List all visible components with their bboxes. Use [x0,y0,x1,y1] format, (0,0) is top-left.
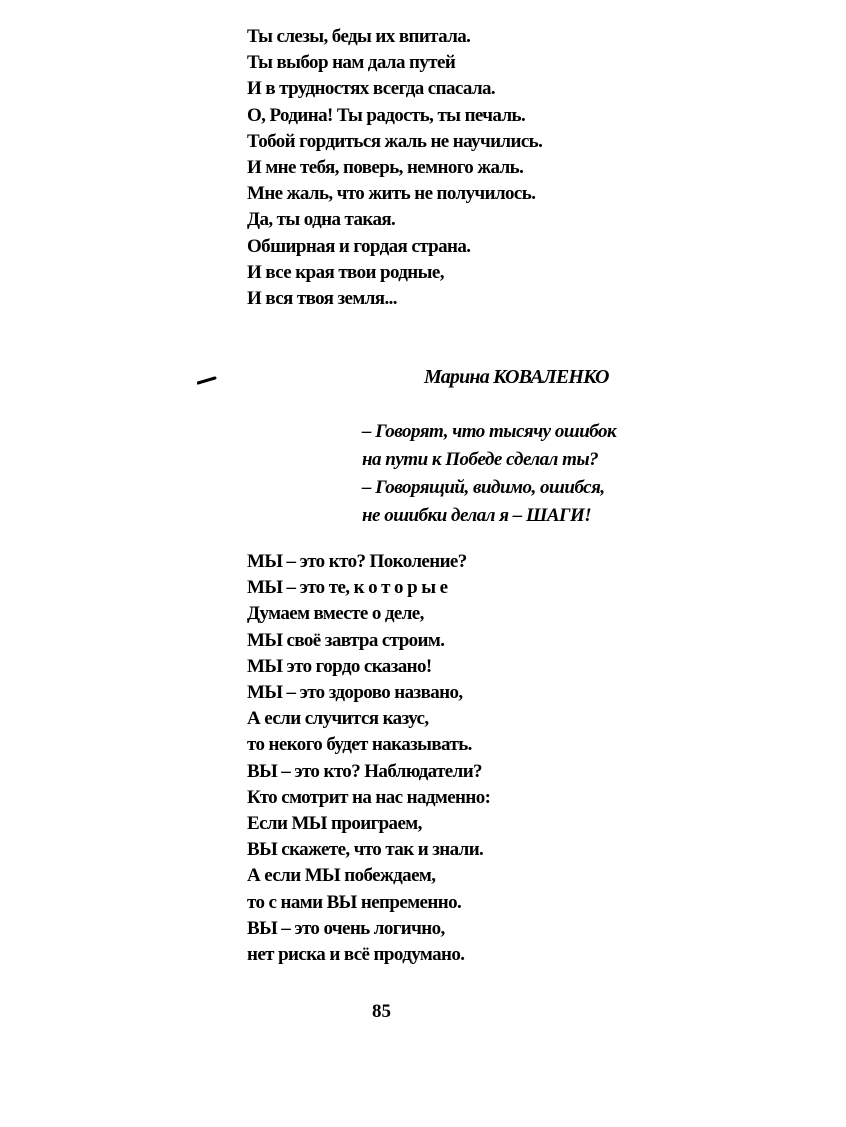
poem-line: МЫ своё завтра строим. [247,629,445,651]
poem-line: Мне жаль, что жить не получилось. [247,183,536,205]
poem-line: Да, ты одна такая. [247,209,396,231]
poem-line: то с нами ВЫ непременно. [247,891,462,913]
poem-line: И мне тебя, поверь, немного жаль. [247,157,524,179]
poem-bottom-stanza [247,549,490,968]
epigraph-line: на пути к Победе сделал ты? [362,449,599,470]
poem-line: МЫ это гордо сказано! [247,655,432,677]
poem-line: И в трудностях всегда спасала. [247,78,496,100]
poem-line: МЫ – это здорово названо, [247,682,463,704]
poem-line: МЫ – это те, к о т о р ы е [247,577,448,599]
poem-line: И вся твоя земля... [247,288,397,310]
poem-line: Ты слезы, беды их впитала. [247,26,471,47]
poem-line: МЫ – это кто? Поколение? [247,551,467,572]
poem-line: то некого будет наказывать. [247,734,472,756]
poem-line: А если МЫ побеждаем, [247,865,436,887]
poem-line: Если МЫ проиграем, [247,813,422,835]
epigraph-line: не ошибки делал я – ШАГИ! [362,505,592,526]
epigraph-line: – Говорят, что тысячу ошибок [362,421,617,442]
poem-line: нет риска и всё продумано. [247,944,465,966]
poem-line: И все края твои родные, [247,261,444,283]
poem-line: Обширная и гордая страна. [247,235,471,257]
poem-top-stanza [247,24,542,312]
poem-line: ВЫ – это кто? Наблюдатели? [247,760,482,782]
poem-line: ВЫ – это очень логично, [247,917,445,939]
poem-line: А если случится казус, [247,708,429,730]
epigraph-line: – Говорящий, видимо, ошибся, [362,477,605,498]
ink-mark-icon [197,376,217,385]
poem-line: Ты выбор нам дала путей [247,52,456,74]
epigraph [362,418,616,530]
page-number: 85 [372,1001,391,1022]
author-name: Марина КОВАЛЕНКО [424,366,609,388]
poem-line: Тобой гордиться жаль не научились. [247,130,543,152]
poem-line: Думаем вместе о деле, [247,603,424,625]
poem-line: Кто смотрит на нас надменно: [247,786,491,808]
poem-line: ВЫ скажете, что так и знали. [247,839,484,861]
poem-line: О, Родина! Ты радость, ты печаль. [247,104,526,126]
